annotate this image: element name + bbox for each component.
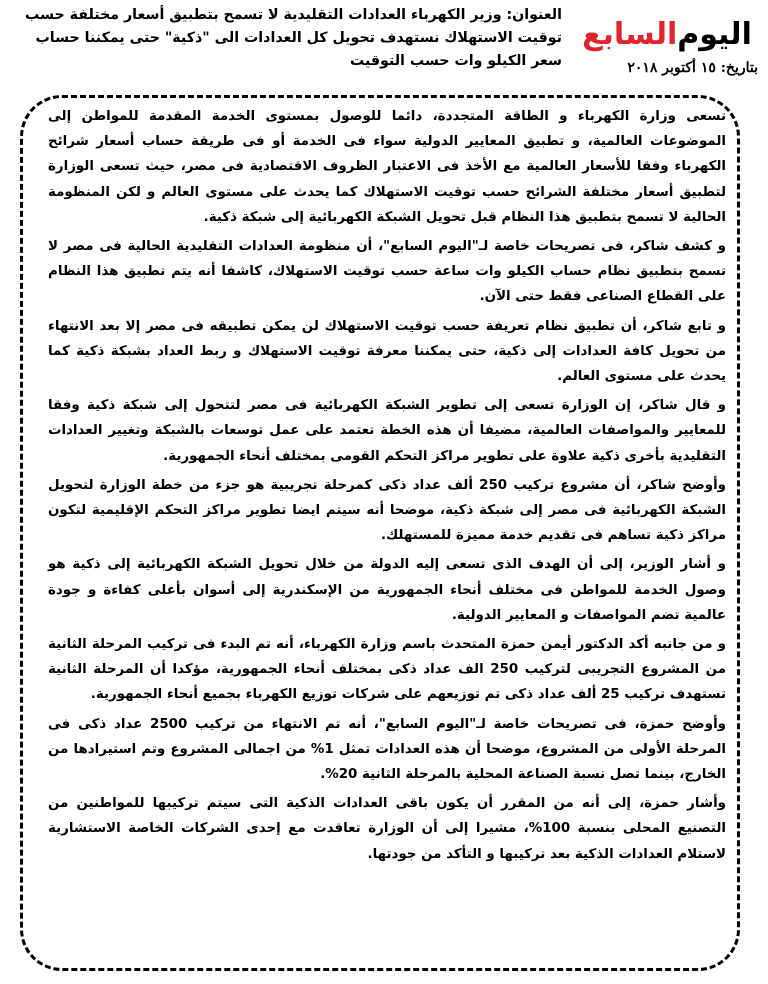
newspaper-logo <box>572 14 762 54</box>
clipping-header <box>0 0 768 92</box>
paragraph: تسعى وزارة الكهرباء و الطاقة المتجددة، دائما للوصول بمستوى الخدمة المقدمة للمواطن إلى الموضوعات العالمية، و تطبيق المعايير الدولية سواء فى الخدمة أو فى طريقة حساب أسعار شرائح الكهرباء وفقا للأسعار العالمية مع الأخذ فى الاعتبار الظروف الاقتصادية فى مصر، حيث تسعى الوزارة لتطبيق أسعار مختلفة الشرائح حسب توقيت الاستهلاك كما يحدث على مستوى العالم و لكن المنظومة الحالية لا تسمح بتطبيق هذا النظام قبل تحويل الشبكة الكهربائية إلى شبكة ذكية. <box>48 109 726 225</box>
publication-date: بتاريخ: ١٥ أكتوبر ٢٠١٨ <box>627 60 758 76</box>
paragraph: و من جانبه أكد الدكتور أيمن حمزة المتحدث باسم وزارة الكهرباء، أنه تم البدء فى تركيب المرحلة الثانية من المشروع التجريبى لتركيب 250 الف عداد ذكى بمختلف أنحاء الجمهورية، مؤكدا أن المرحلة الثانية تستهدف تركيب 25 ألف عداد ذكى تم توزيعهم على شركات توزيع الكهرباء بجميع أنحاء الجمهورية. <box>48 637 727 703</box>
paragraph: وأشار حمزة، إلى أنه من المقرر أن يكون باقى العدادات الذكية التى سيتم تركيبها للمواطنين من التصنيع المحلى بنسبة 100%، مشيرا إلى أن الوزارة تعاقدت مع إحدى الشركات الخاصة الاستشارية لاستلام العدادات الذكية بعد تركيبها و التأكد من جودتها. <box>48 796 726 862</box>
article-title: العنوان: وزير الكهرباء العدادات التقليدية لا تسمح بتطبيق أسعار مختلفة حسب توقيت الاستهلاك نستهدف تحويل كل العدادات الى "ذكية" حتى يمكننا حساب سعر الكيلو وات حسب التوقيت <box>25 7 562 69</box>
paragraph: وأوضح شاكر، أن مشروع تركيب 250 ألف عداد ذكى كمرحلة تجريبية هو جزء من خطة الوزارة لتحويل الشبكة الكهربائية فى مصر إلى شبكة ذكية، موضحا أنه سيتم ايضا تطوير مراكز التحكم الإقليمية لتكون مراكز ذكية تساهم فى تقديم خدمة مميزة للمستهلك. <box>48 477 726 544</box>
article-body <box>48 104 726 871</box>
paragraph: و أشار الوزير، إلى أن الهدف الذى تسعى إليه الدولة من خلال تحويل الشبكة الكهربائية إلى ذكية هو وصول الخدمة للمواطن فى مختلف أنحاء الجمهورية من الإسكندرية إلى أسوان بأعلى كفاءة و جودة عالمية تضم المواصفات و المعايير الدولية. <box>48 557 726 623</box>
paragraph: و تابع شاكر، أن تطبيق نظام تعريفة حسب توقيت الاستهلاك لن يمكن تطبيقه فى مصر إلا بعد الانتهاء من تحويل كافة العدادات إلى ذكية، حتى يمكننا معرفة توقيت الاستهلاك و ربط العداد بشبكة ذكية كما يحدث على مستوى العالم. <box>48 318 726 385</box>
logo-word-2: السابع <box>582 16 678 52</box>
paragraph: وأوضح حمزة، فى تصريحات خاصة لـ"اليوم السابع"، أنه تم الانتهاء من تركيب 2500 عداد ذكى فى المرحلة الأولى من المشروع، موضحا أن هذه العدادات تمثل 1% من اجمالى المشروع وتم استيرادها من الخارج، بينما تصل نسبة الصناعة المحلية بالمرحلة الثانية 20%. <box>48 716 726 783</box>
paragraph: و قال شاكر، إن الوزارة تسعى إلى تطوير الشبكة الكهربائية فى مصر لتتحول إلى شبكة ذكية وفقا للمعايير والمواصفات العالمية، مضيفا أن هذه الخطة تعتمد على عمل توسعات بالشبكة وتغيير العدادات التقليدية بأخرى ذكية علاوة على تطوير مراكز التحكم القومى بمختلف أنحاء الجمهورية. <box>48 398 726 464</box>
logo-word-1: اليوم <box>677 16 752 52</box>
paragraph: و كشف شاكر، فى تصريحات خاصة لـ"اليوم السابع"، أن منظومة العدادات التقليدية الحالية فى مصر لا تسمح بتطبيق نظام حساب الكيلو وات ساعة حسب توقيت الاستهلاك، كاشفا أنه يتم تطبيق هذا النظام على القطاع الصناعى فقط حتى الآن. <box>48 239 726 305</box>
